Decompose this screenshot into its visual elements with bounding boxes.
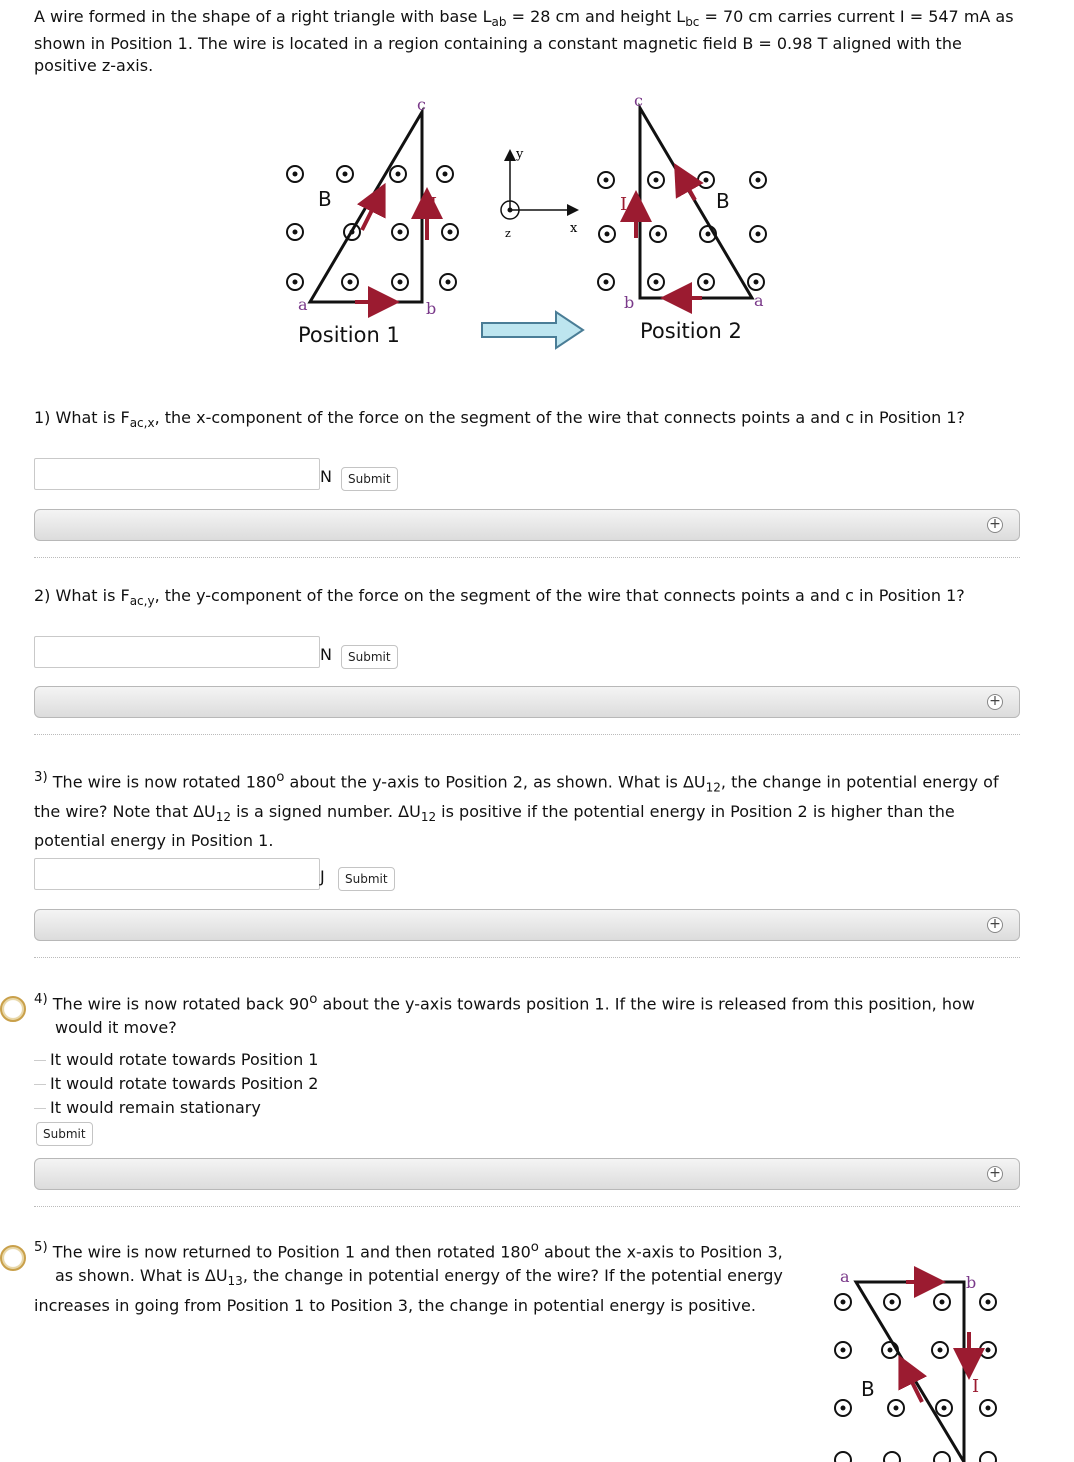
problem-intro: A wire formed in the shape of a right triangle with base $L_{ab} = 28$ cm and height $L_{bc} = 70$ cm carries current I = 547 mA as shown in Position 1. The wire is located in a region containing a constant magnetic field B = 0.98 T aligned with the positive z-axis. bbox=[34, 7, 1014, 76]
wire-triangle-position2 bbox=[640, 108, 752, 298]
radio-icon[interactable] bbox=[34, 1060, 46, 1061]
svg-text:b: b bbox=[426, 299, 437, 318]
rotation-arrow-icon bbox=[482, 312, 583, 348]
q3-unit: J bbox=[320, 867, 325, 886]
svg-text:B: B bbox=[716, 189, 730, 213]
q1-submit-button[interactable]: Submit bbox=[341, 467, 398, 491]
q1-hint-bar[interactable] bbox=[34, 509, 1020, 541]
q2-unit: N bbox=[320, 645, 332, 664]
svg-text:b: b bbox=[966, 1273, 977, 1292]
divider bbox=[34, 957, 1020, 958]
wire-triangle-position3 bbox=[856, 1282, 964, 1462]
q4-submit-button[interactable]: Submit bbox=[36, 1122, 93, 1146]
field-dots-position1 bbox=[287, 166, 458, 290]
position1-label: Position 1 bbox=[298, 323, 400, 347]
question-3-text: $^{3)}$ The wire is now rotated 180$^o$ about the y-axis to Position 2, as shown. What is $\Delta U_{12}$, the change in potential energy of the wire? Note that $\Delta U_{12}$ is a signed number. $\Delta U_{12}$ is positive if the potential energy in Position 2 is higher than the potential energy in Position 1. bbox=[34, 770, 999, 850]
svg-text:y: y bbox=[516, 147, 524, 162]
position2-label: Position 2 bbox=[640, 319, 742, 343]
radio-icon[interactable] bbox=[34, 1108, 46, 1109]
svg-text:a: a bbox=[754, 291, 764, 310]
question-5-text: $^{5)}$ The wire is now returned to Position 1 and then rotated 180$^o$ about the x-axis to Position 3, as shown. What is $\Delta U_{13}$, the change in potential energy of the wire? If the potential energy increases in going from Position 1 to Position 3, the change in potential energy is positive. bbox=[34, 1240, 783, 1315]
q4-option-1[interactable]: It would rotate towards Position 1 bbox=[34, 1050, 318, 1069]
svg-text:B: B bbox=[318, 187, 332, 211]
triangle-figure-positions bbox=[270, 90, 790, 360]
divider bbox=[34, 1206, 1020, 1207]
expand-plus-icon[interactable]: + bbox=[987, 694, 1003, 710]
divider bbox=[34, 734, 1020, 735]
axes-icon bbox=[501, 147, 578, 240]
svg-text:x: x bbox=[570, 221, 578, 236]
svg-text:I: I bbox=[430, 194, 438, 215]
question-4-text: $^{4)}$ The wire is now rotated back 90$^o$ about the y-axis towards position 1. If the wire is released from this position, how would it move? bbox=[34, 992, 975, 1038]
timer-clock-icon bbox=[0, 996, 26, 1022]
expand-plus-icon[interactable]: + bbox=[987, 517, 1003, 533]
svg-text:b: b bbox=[624, 293, 635, 312]
triangle-figure-position3 bbox=[826, 1262, 1006, 1462]
field-dots-position2 bbox=[598, 172, 766, 290]
timer-clock-icon bbox=[0, 1245, 26, 1271]
q3-submit-button[interactable]: Submit bbox=[338, 867, 395, 891]
q2-hint-bar[interactable] bbox=[34, 686, 1020, 718]
q2-submit-button[interactable]: Submit bbox=[341, 645, 398, 669]
q1-unit: N bbox=[320, 467, 332, 486]
svg-text:a: a bbox=[840, 1267, 850, 1286]
q3-answer-input[interactable] bbox=[34, 858, 320, 890]
svg-text:B: B bbox=[861, 1377, 875, 1401]
q1-answer-input[interactable] bbox=[34, 458, 320, 490]
svg-text:c: c bbox=[634, 91, 643, 110]
expand-plus-icon[interactable]: + bbox=[987, 1166, 1003, 1182]
svg-text:c: c bbox=[417, 95, 426, 114]
question-2-text: 2) What is $F_{ac,y}$, the y-component of the force on the segment of the wire that connects points a and c in Position 1? bbox=[34, 586, 965, 609]
q3-hint-bar[interactable] bbox=[34, 909, 1020, 941]
expand-plus-icon[interactable]: + bbox=[987, 917, 1003, 933]
question-1-text: 1) What is $F_{ac,x}$, the x-component of the force on the segment of the wire that connects points a and c in Position 1? bbox=[34, 408, 966, 431]
svg-text:a: a bbox=[298, 295, 308, 314]
svg-text:I: I bbox=[620, 194, 628, 215]
divider bbox=[34, 557, 1020, 558]
q4-option-3[interactable]: It would remain stationary bbox=[34, 1098, 261, 1117]
q4-option-2[interactable]: It would rotate towards Position 2 bbox=[34, 1074, 318, 1093]
q4-hint-bar[interactable] bbox=[34, 1158, 1020, 1190]
svg-text:z: z bbox=[505, 227, 511, 240]
svg-text:I: I bbox=[972, 1376, 980, 1397]
q2-answer-input[interactable] bbox=[34, 636, 320, 668]
radio-icon[interactable] bbox=[34, 1084, 46, 1085]
